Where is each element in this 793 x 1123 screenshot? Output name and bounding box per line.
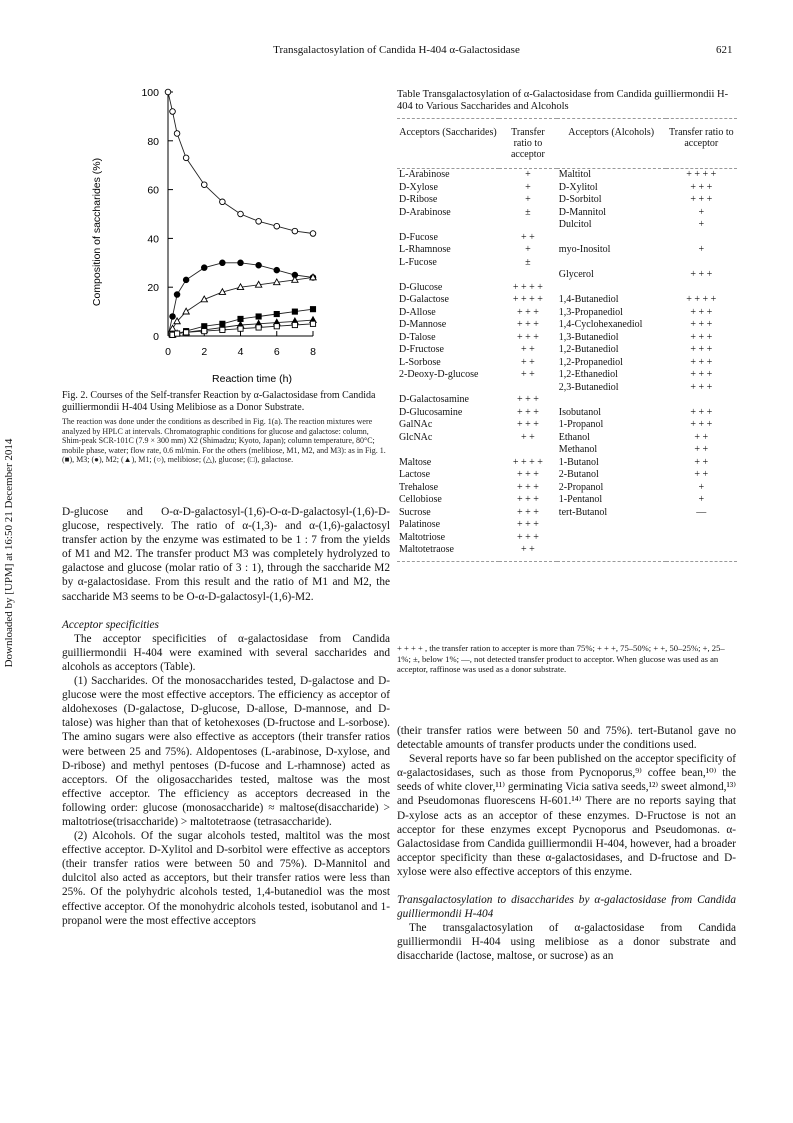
table-cell <box>666 544 737 557</box>
data-point-melibiose <box>165 89 171 95</box>
table-footnote: + + + + , the transfer ration to accepter is more than 75%; + + +, 75–50%; + +, 50–25%; +, 25–1%; ±, below 1%; —, not detected transfer product to acceptor. When glucose was used as an acceptor, raffinose was used as a donor substrate. <box>397 643 725 675</box>
right-column-text <box>397 724 736 964</box>
download-sidenote <box>2 383 16 723</box>
table-cell: + + + <box>690 269 713 280</box>
table-cell: myo-Inositol <box>558 244 611 255</box>
data-point-m2 <box>220 260 226 266</box>
table-cell: Cellobiose <box>399 494 442 505</box>
table-row <box>397 182 737 195</box>
y-tick-label: 80 <box>147 135 159 148</box>
table-cell: D-Glucose <box>399 281 443 293</box>
table-cell <box>397 219 499 232</box>
table-cell: + + + <box>690 319 713 330</box>
table-cell <box>666 232 737 245</box>
table-cell: + + + <box>516 531 539 543</box>
table-cell: + + + + <box>686 294 717 305</box>
data-point-m2 <box>183 277 189 283</box>
table-cell: + + <box>521 431 535 443</box>
table-cell <box>666 519 737 532</box>
table-row <box>397 207 737 220</box>
y-tick-label: 20 <box>147 282 159 295</box>
table-cell: L-Arabinose <box>399 169 450 180</box>
table-cell: ± <box>525 206 531 218</box>
table-cell: + + <box>694 444 709 455</box>
table-row <box>397 419 737 432</box>
table-cell: + <box>698 206 705 218</box>
table-cell: D-Glucosamine <box>399 406 463 418</box>
table-cell: + + + <box>690 406 713 418</box>
table-cell: + + + <box>516 494 539 505</box>
figure-2-chart <box>60 82 390 387</box>
data-point-m2 <box>238 260 244 266</box>
table-cell <box>557 519 666 532</box>
table-cell: + + + <box>516 481 539 493</box>
download-sidenote-text: Downloaded by [UPM] at 16:50 21 December 2014 <box>3 438 15 668</box>
table-cell <box>557 282 666 295</box>
table-cell: Maltitol <box>558 169 592 180</box>
table-cell: 1-Pentanol <box>558 494 603 505</box>
table-row <box>397 269 737 282</box>
table-row <box>397 194 737 207</box>
data-point-m3 <box>256 314 261 319</box>
table-cell: D-Xylose <box>399 181 438 193</box>
table-row <box>397 469 737 482</box>
data-point-galactose <box>238 326 243 331</box>
table-cell: 1,2-Butanediol <box>558 344 619 355</box>
table-cell: 2,3-Butanediol <box>558 381 619 393</box>
table-cell: ± <box>525 256 531 268</box>
table-cell <box>666 282 737 295</box>
table-cell: + + + <box>690 344 713 355</box>
table-row <box>397 482 737 495</box>
table-row <box>397 507 737 520</box>
data-point-melibiose <box>174 131 180 137</box>
table-cell: + + + <box>516 406 539 418</box>
table-header-cell: Transfer ratio to acceptor <box>666 119 737 169</box>
table-cell: + + + <box>516 519 539 530</box>
table-cell <box>397 382 499 395</box>
table-cell: 1,2-Propanediol <box>558 356 623 368</box>
x-tick-label: 6 <box>273 346 280 358</box>
table-cell: D-Arabinose <box>399 206 451 218</box>
table-cell: Glycerol <box>558 269 594 280</box>
table-cell: D-Talose <box>399 331 436 343</box>
table-cell: 2-Propanol <box>558 481 604 493</box>
table-row <box>397 432 737 445</box>
table-row <box>397 307 737 320</box>
table-cell: + + <box>521 231 535 243</box>
right-paragraph-1: (their transfer ratios were between 50 and 75%). tert-Butanol gave no detectable amounts of transfer products under the conditions used. <box>397 725 736 752</box>
table-cell: + + + <box>690 356 713 368</box>
table-cell: Sucrose <box>399 506 431 518</box>
data-point-galactose <box>310 321 315 326</box>
table-cell: + + <box>521 344 535 355</box>
x-tick-label: 0 <box>165 346 171 358</box>
table-cell: D-Ribose <box>399 194 438 205</box>
table-cell: + + + + <box>512 294 543 305</box>
data-point-galactose <box>184 330 189 335</box>
data-point-melibiose <box>238 211 244 217</box>
table-cell: + <box>698 481 705 493</box>
table-cell: Dulcitol <box>558 219 592 230</box>
table-row <box>397 357 737 370</box>
x-tick-label: 2 <box>201 346 208 358</box>
table-cell: 1-Propanol <box>558 419 604 430</box>
data-point-galactose <box>292 322 297 327</box>
data-point-melibiose <box>170 109 176 115</box>
table-cell: GlcNAc <box>399 431 433 443</box>
chart-markers <box>165 89 316 337</box>
table-row <box>397 532 737 545</box>
data-point-m2 <box>256 262 262 268</box>
table-cell: D-Galactosamine <box>399 394 469 405</box>
table-cell: Maltose <box>399 456 432 468</box>
table-cell <box>557 232 666 245</box>
table-cell: + + + <box>516 506 539 518</box>
table-cell: + + + <box>690 369 713 380</box>
table-cell <box>499 269 557 282</box>
table-cell: + + + <box>516 331 539 343</box>
table-cell <box>499 444 557 457</box>
table-cell: + + + + <box>686 169 717 180</box>
table-cell: + + <box>694 456 709 468</box>
table-cell: 1,2-Ethanediol <box>558 369 618 380</box>
table-cell: + + <box>521 544 535 555</box>
table-cell <box>666 394 737 407</box>
table-cell: 2-Deoxy-D-glucose <box>399 369 479 380</box>
table-cell: + <box>525 244 531 255</box>
data-point-melibiose <box>274 223 280 229</box>
data-point-m3 <box>310 307 315 312</box>
acceptor-table <box>397 118 737 562</box>
y-axis-label: Composition of saccharides (%) <box>91 157 103 307</box>
data-point-melibiose <box>310 231 316 237</box>
table-title: Table Transgalactosylation of α-Galactosidase from Candida guilliermondii H-404 to Various Saccharides and Alcohols <box>397 89 729 112</box>
data-point-melibiose <box>256 219 262 225</box>
table-row <box>397 369 737 382</box>
table-cell: 1,3-Propanediol <box>558 306 623 318</box>
y-tick-label: 0 <box>153 331 159 343</box>
table-cell: L-Sorbose <box>399 356 441 368</box>
table-cell <box>397 269 499 282</box>
table-cell: + + + <box>690 419 713 430</box>
table-cell: D-Mannitol <box>558 206 607 218</box>
data-point-glucose <box>183 308 189 314</box>
table-cell <box>666 257 737 270</box>
table-cell <box>557 394 666 407</box>
table-cell: Isobutanol <box>558 406 602 418</box>
continued-paragraph: D-glucose and O-α-D-galactosyl-(1,6)-O-α-D-galactosyl-(1,6)-D-glucose, respectively. The ratio of α-(1,3)- and α-(1,6)-galactosyl transfer action by the enzyme was estimated to be 1 : 7 from the yields of M1 and M2. The transfer product M3 was completely hydrolyzed to galactose and glucose (molar ratio of 3 : 1), through the saccharide M2 by α-galactosidase. From this result and the ratio of M1 and M2, the saccharide M3 seems to be O-α-D-galactosyl-(1,6)-M2. <box>62 506 390 603</box>
acceptor-paragraph-1: The acceptor specificities of α-galactosidase from Candida guilliermondii H-404 were examined with several saccharides and alcohols as acceptors (Table). <box>62 632 390 673</box>
data-point-m3 <box>292 309 297 314</box>
figure-note: The reaction was done under the conditions as described in Fig. 1(a). The reaction mixtures were analyzed by HPLC at intervals. Chromatographic conditions for glucose and galactose: column, Shim-peak SCR-101C (7.9 × 300 mm) X2 (Shimadzu; Kyoto, Japan); column temperature, 80°C; mobile phase, water; flow rate, 0.6 ml/min. For the others (melibiose, M1, M2, and M3): as in Fig. 1. (■), M3; (●), M2; (▲), M1; (○), melibiose; (△), glucose; (□), galactose. <box>62 417 386 465</box>
table-row <box>397 382 737 395</box>
data-point-melibiose <box>183 155 189 161</box>
y-tick-label: 100 <box>141 87 159 99</box>
table-cell: Maltotriose <box>399 531 446 543</box>
table-cell: D-Allose <box>399 306 436 318</box>
table-cell: + <box>698 494 705 505</box>
table-cell <box>557 532 666 545</box>
table-row <box>397 244 737 257</box>
table-cell <box>666 532 737 545</box>
table-cell: + <box>525 194 531 205</box>
table-cell: + + + <box>690 306 713 318</box>
table-cell: + + <box>521 369 535 380</box>
data-point-galactose <box>256 325 261 330</box>
table-cell <box>557 257 666 270</box>
table-cell: Lactose <box>399 469 431 480</box>
table-cell <box>499 382 557 395</box>
table-cell: 1,4-Butanediol <box>558 294 619 305</box>
table-cell: D-Galactose <box>399 294 449 305</box>
table-cell: + + <box>694 469 709 480</box>
data-point-galactose <box>220 327 225 332</box>
page-number: 621 <box>716 44 733 56</box>
right-paragraph-2: Several reports have so far been published on the acceptor specificity of α-galactosidases, such as those from Pycnoporus,⁹⁾ coffee bean,¹⁰⁾ the seeds of white clover,¹¹⁾ germinating Vicia sativa seeds,¹²⁾ sweet almond,¹³⁾ and Pseudomonas fluorescens H-601.¹⁴⁾ There are no reports saying that D-xylose acts as an acceptor of these enzymes. D-Fructose is not an acceptor for these enzymes except Pycnoporus and Pseudomonas. α-Galactosidase from Candida guilliermondii H-404, however, had a broader acceptor specificity than these α-galactosidases, and D-fructose and D-xylose were also effective acceptors of this enzyme. <box>397 753 736 878</box>
table-row <box>397 457 737 470</box>
table-row <box>397 282 737 295</box>
table-header-cell: Acceptors (Alcohols) <box>557 119 666 169</box>
table-header-row <box>397 119 737 169</box>
data-point-m2 <box>174 292 180 298</box>
table-cell: + + + <box>690 331 713 343</box>
table-row <box>397 257 737 270</box>
table-cell: 2-Butanol <box>558 469 599 480</box>
data-point-galactose <box>274 324 279 329</box>
table-cell: Maltotetraose <box>399 544 454 555</box>
table-cell: Trehalose <box>399 481 439 493</box>
table-row <box>397 494 737 507</box>
data-point-melibiose <box>292 228 298 234</box>
running-header: Transgalactosylation of Candida H-404 α-Galactosidase <box>273 44 520 56</box>
table-cell <box>557 544 666 557</box>
table-row <box>397 344 737 357</box>
table-row <box>397 444 737 457</box>
table-header-cell: Transfer ratio to acceptor <box>499 119 557 169</box>
transgal-heading: Transgalactosylation to disaccharides by α-galactosidase from Candida guilliermondii H-404 <box>397 894 736 921</box>
acceptor-paragraph-2: (1) Saccharides. Of the monosaccharides tested, D-galactose and D-glucose were the most effective acceptors. The efficiency as acceptor of aldohexoses (D-galactose, D-glucose, D-allose, D-mannose, and D-talose) was higher than that of ketohexoses (D-fructose and L-sorbose). The amino sugars were also effective as acceptors (their transfer ratios were between 25 and 75%). Aldopentoses (L-arabinose, D-xylose, and D-ribose) and methyl pentoses (D-fucose and L-rhamnose) acted as acceptors. Of the oligosaccharides tested, maltose was the most effective acceptor. The efficiency as acceptors decreased in the following order: glucose (monosaccharide) ≈ maltose(disaccharide) > maltotriose(trisaccharide) > maltotetraose (tetrasaccharide). <box>62 675 390 828</box>
table-cell: + + <box>521 356 535 368</box>
x-axis-label: Reaction time (h) <box>212 373 292 385</box>
table-cell: L-Rhamnose <box>399 244 451 255</box>
data-point-m2 <box>274 267 280 273</box>
table-cell <box>499 219 557 232</box>
table-cell: + + + <box>516 319 539 330</box>
data-point-galactose <box>202 329 207 334</box>
table-row <box>397 219 737 232</box>
table-cell: D-Mannose <box>399 319 447 330</box>
table-cell: L-Fucose <box>399 256 437 268</box>
table-cell: + + <box>694 431 709 443</box>
table-cell: D-Fructose <box>399 344 444 355</box>
table-row <box>397 407 737 420</box>
x-tick-label: 8 <box>310 346 316 358</box>
table-cell: GalNAc <box>399 419 433 430</box>
table-cell: 1-Butanol <box>558 456 599 468</box>
table-cell: + + + <box>690 194 713 205</box>
table-row <box>397 394 737 407</box>
acceptor-heading: Acceptor specificities <box>62 618 159 631</box>
table-cell: D-Sorbitol <box>558 194 602 205</box>
data-point-m2 <box>170 314 176 320</box>
table-cell: 1,3-Butanediol <box>558 331 619 343</box>
table-cell: + + + <box>516 394 539 405</box>
table-cell: + + + <box>690 381 713 393</box>
table-row <box>397 319 737 332</box>
data-point-m3 <box>274 311 279 316</box>
y-tick-label: 60 <box>147 184 159 197</box>
table-cell: tert-Butanol <box>558 506 608 518</box>
table-row <box>397 332 737 345</box>
table-cell: D-Xylitol <box>558 181 598 193</box>
table-cell: + + + <box>516 469 539 480</box>
table-cell: 1,4-Cyclohexanediol <box>558 319 643 330</box>
table-cell: — <box>696 506 707 518</box>
table-row <box>397 544 737 557</box>
left-column-text <box>62 505 390 928</box>
table-cell: + <box>698 219 705 230</box>
table-row <box>397 232 737 245</box>
data-point-melibiose <box>220 199 226 205</box>
table-cell: + + + <box>690 181 713 193</box>
y-tick-label: 40 <box>147 233 159 246</box>
table-cell: + <box>525 169 531 180</box>
table-cell: + + + + <box>512 456 543 468</box>
table-cell: + <box>698 244 705 255</box>
data-point-galactose <box>174 331 179 336</box>
table-cell: Palatinose <box>399 519 441 530</box>
figure-caption: Fig. 2. Courses of the Self-transfer Reaction by α-Galactosidase from Candida guilliermondii H-404 Using Melibiose as a Donor Substrate. <box>62 390 376 413</box>
acceptor-paragraph-3: (2) Alcohols. Of the sugar alcohols tested, maltitol was the most effective acceptor. D-Xylitol and D-sorbitol were effective as acceptors (their transfer ratios were between 50 and 75%). D-Mannitol and dulcitol also acted as acceptors, but their transfer ratios were less than 25%. Of the polyhydric alcohols tested, 1,4-butanediol was the most effective acceptor. Of the monohydric alcohols tested, isobutanol and 1-propanol were the most effective acceptors <box>62 830 390 927</box>
table-cell <box>397 444 499 457</box>
table-cell: + + + <box>516 419 539 430</box>
data-point-m2 <box>201 265 207 271</box>
table-cell: + + + <box>516 306 539 318</box>
table-cell: Methanol <box>558 444 598 455</box>
table-row <box>397 169 737 182</box>
table-row <box>397 294 737 307</box>
data-point-melibiose <box>201 182 207 188</box>
table-row <box>397 519 737 532</box>
table-cell: + + + + <box>512 281 543 293</box>
table-cell: Ethanol <box>558 431 590 443</box>
transgal-paragraph: The transgalactosylation of α-galactosidase from Candida guilliermondii H-404 using melibiose as a donor substrate and disaccharide (lactose, maltose, or sucrose) as an <box>397 922 736 963</box>
table-cell: + <box>525 181 531 193</box>
x-tick-label: 4 <box>237 346 244 358</box>
table-cell: D-Fucose <box>399 231 438 243</box>
table-header-cell: Acceptors (Saccharides) <box>397 119 499 169</box>
